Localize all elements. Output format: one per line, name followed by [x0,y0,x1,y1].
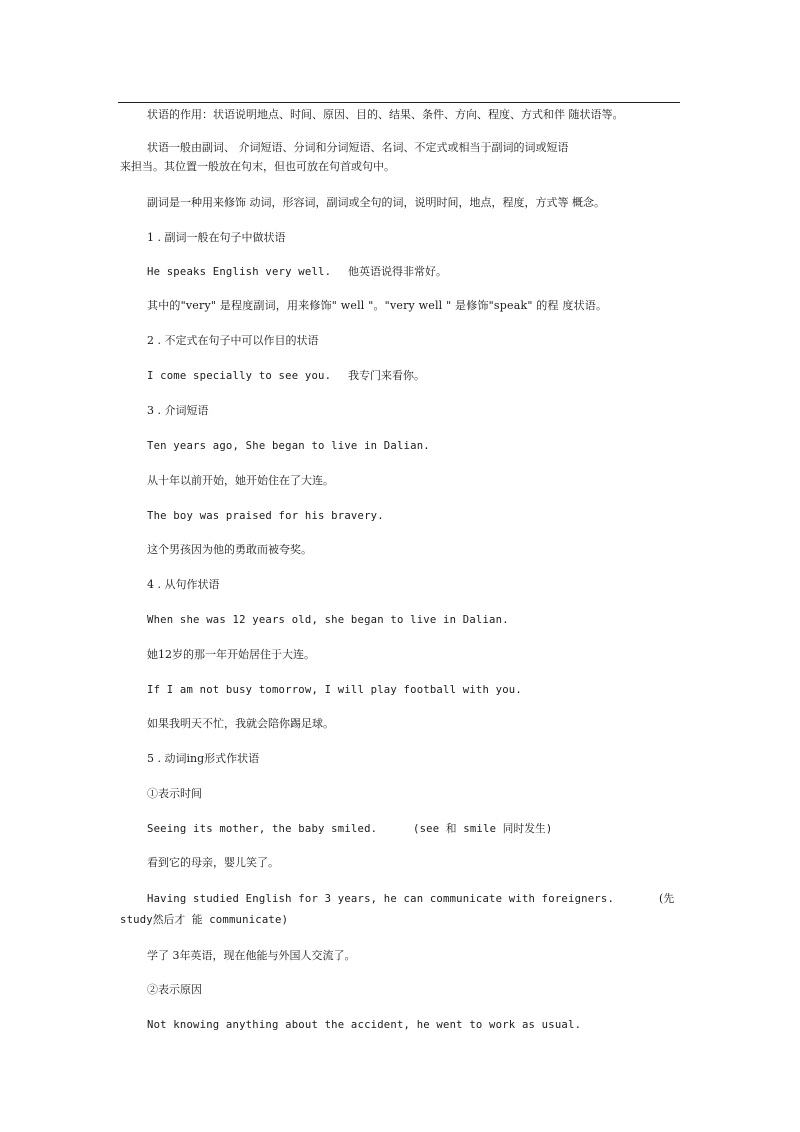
example-note-8-start: (先 [659,892,675,905]
example-note-8-end: study然后才 能 communicate) [120,914,289,926]
paragraph-adverbial-function: 状语的作用：状语说明地点、时间、原因、目的、结果、条件、方向、程度、方式和伴 随状语等。 [147,108,624,121]
subheading-reason: ②表示原因 [147,983,202,996]
heading-1: 1 . 副词一般在句子中做状语 [147,231,286,244]
example-chinese-7: 看到它的母亲，婴儿笑了。 [147,856,279,869]
example-chinese-4: 这个男孩因为他的勇敢而被夸奖。 [147,543,312,556]
example-english-9: Not knowing anything about the accident, he went to work as usual. [147,1019,582,1031]
example-english-6: If I am not busy tomorrow, I will play football with you. [147,684,522,696]
heading-3: 3 . 介词短语 [147,404,209,417]
example-english-8: Having studied English for 3 years, he can communicate with foreigners. [147,893,615,905]
example-chinese-8: 学了 3年英语，现在他能与外国人交流了。 [147,949,356,962]
example-note-7: (see 和 smile 同时发生) [413,823,553,835]
heading-5: 5 . 动词ing形式作状语 [147,752,260,765]
subheading-time: ①表示时间 [147,787,202,800]
example-english-7: Seeing its mother, the baby smiled. [147,823,378,835]
example-english-1: He speaks English very well. [147,266,332,278]
example-english-4: The boy was praised for his bravery. [147,510,384,522]
example-chinese-5: 她12岁的那一年开始居住于大连。 [147,648,315,661]
heading-4: 4 . 从句作状语 [147,578,220,591]
example-chinese-2: 我专门来看你。 [348,369,425,382]
example-chinese-3: 从十年以前开始，她开始住在了大连。 [147,474,334,487]
example-english-3: Ten years ago, She began to live in Dalian. [147,440,430,452]
paragraph-adverbial-position: 来担当。其位置一般放在句末，但也可放在句首或句中。 [120,160,395,173]
example-english-5: When she was 12 years old, she began to live in Dalian. [147,614,509,626]
paragraph-very-explanation: 其中的"very" 是程度副词，用来修饰" well "。"very well " 是修饰"speak" 的程 度状语。 [147,299,608,312]
example-chinese-6: 如果我明天不忙，我就会陪你踢足球。 [147,717,334,730]
example-chinese-1: 他英语说得非常好。 [348,265,447,278]
example-english-2: I come specially to see you. [147,370,332,382]
heading-2: 2 . 不定式在句子中可以作目的状语 [147,334,319,347]
paragraph-adverb-definition: 副词是一种用来修饰 动词，形容词，副词或全句的词，说明时间，地点，程度，方式等 概念。 [147,196,605,209]
paragraph-adverbial-forms: 状语一般由副词、 介词短语、分词和分词短语、名词、不定式或相当于副词的词或短语 [147,141,569,154]
header-rule [118,102,680,103]
